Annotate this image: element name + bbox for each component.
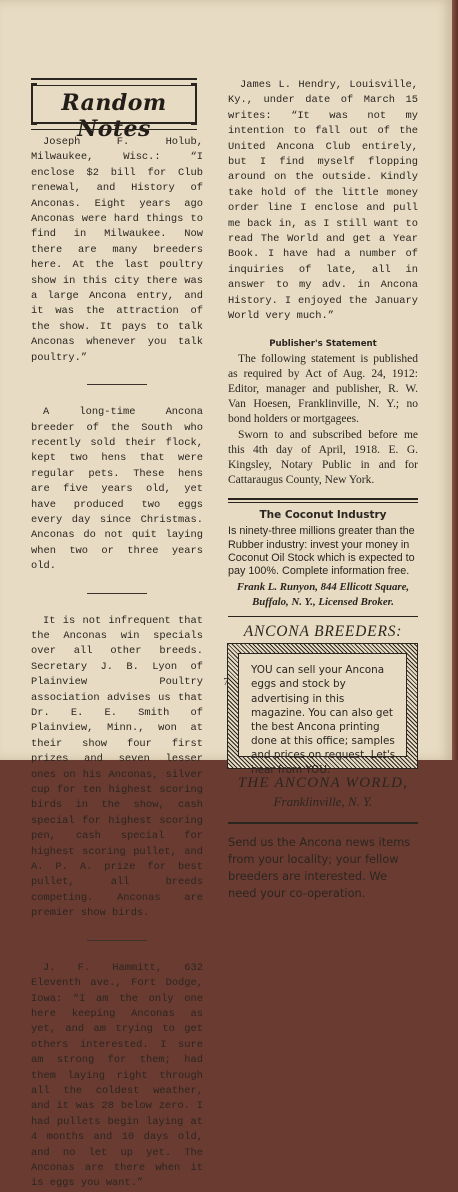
note-hammitt: J. F. Hammitt, 632 Eleventh ave., Fort Dodge, Iowa: “I am the only one here keeping Anconas as yet, and am trying to get others interested. I sure am strong for them; had them laying right through all the coldest weather, and it was 28 below zero. I had pullets begin laying at 4 months and 10 days old, and no let up yet. The Anconas are there when it is eggs you want.” bbox=[31, 961, 203, 1190]
note-hendry: James L. Hendry, Louisville, Ky., under date of March 15 writes: “It was not my intention to fall out of the United Ancona Club entirely, but I find myself flopping around on the outside. Kindly take hold of the little money order line I enclose and pull me back in, as I still want to read The World and get a Year Book. I have had a number of inquiries of late, all in answer to my adv. in Ancona History. I enjoyed the January World very much.” bbox=[228, 79, 418, 323]
publishers-statement-text: The following statement is published as required by Act of Aug. 24, 1912: Editor, manager and publisher, R. W. Van Hoesen, Franklinville, N. Y.; no bond holders or mortgagees. bbox=[228, 352, 418, 426]
page-number: 7 bbox=[223, 676, 229, 688]
note-hens: A long-time Ancona breeder of the South who recently sold their flock, kept two hens that were regular pets. These hens are five years old, yet have produced two eggs every day since Christmas. Anconas do not quit laying when two or three years old. bbox=[31, 406, 203, 573]
publishers-statement-heading: Publisher's Statement bbox=[269, 338, 377, 349]
coconut-ad-signature-line-1: Frank L. Runyon, 844 Ellicott Square, bbox=[236, 581, 410, 594]
note-separator bbox=[87, 593, 147, 594]
note-holub: Joseph F. Holub, Milwaukee, Wisc.: “I enclose $2 bill for Club renewal, and History of Anconas. Eight years ago Anconas were hard things to find in Milwaukee. Now there are many breeders here. At the last poultry show in this city there was a large Ancona entry, and it was the attraction of the show. It pays to talk Anconas whenever you talk poultry.” bbox=[31, 136, 203, 364]
breeders-ad-box bbox=[227, 643, 418, 776]
ancona-world-heading: THE ANCONA WORLD, bbox=[237, 775, 409, 792]
title-top-rule bbox=[31, 78, 197, 86]
note-specials: It is not infrequent that the Anconas win specials over all other breeds. Secretary J. B. Lyon of Plainview Poultry association advises us that Dr. E. E. Smith of Plainview, Minn., won at their show four first prizes and seven lesser ones on his Anconas, silver cup for ten highest scoring birds in the show, cash special for highest scoring pen, cash special for highest scoring pullet, and A. P. A. prize for best pullet, all breeds competing. Anconas are premier show birds. bbox=[31, 614, 203, 920]
coconut-ad-heading: The Coconut Industry bbox=[259, 509, 387, 522]
ad-divider bbox=[228, 616, 418, 617]
breeders-ad-text: YOU can sell your Ancona eggs and stock by advertising in this magazine. You can also get the best Ancona printing done at this office; samples and prices on request. Let's hear from YOU. bbox=[238, 653, 407, 757]
coconut-ad-body: Is ninety-three millions greater than the Rubber industry: invest your money in Coconut Oil Stock which is expected to pay 100%. Complete information free. bbox=[228, 525, 415, 577]
right-column bbox=[228, 78, 418, 902]
random-notes-title-box bbox=[31, 78, 197, 142]
publishers-statement-sworn: Sworn to and subscribed before me this 4th day of April, 1918. E. G. Kingsley, Notary Public in and for Cattaraugus County, New York. bbox=[228, 428, 418, 487]
left-column bbox=[31, 78, 203, 1192]
breeders-ad-heading: ANCONA BREEDERS: bbox=[243, 623, 403, 641]
coconut-ad-signature-line-2: Buffalo, N. Y., Licensed Broker. bbox=[252, 596, 394, 609]
note-separator bbox=[87, 384, 147, 385]
book-binding bbox=[452, 0, 458, 760]
send-news-rule bbox=[228, 822, 418, 824]
ancona-world-location: Franklinville, N. Y. bbox=[273, 794, 373, 810]
note-separator bbox=[87, 940, 147, 941]
title-bottom-rule bbox=[31, 122, 197, 130]
section-title: Random Notes bbox=[61, 90, 167, 142]
ad-top-rule bbox=[228, 498, 418, 503]
send-news-text: Send us the Ancona news items from your locality; your fellow breeders are interested. We need your co-operation. bbox=[228, 835, 411, 901]
